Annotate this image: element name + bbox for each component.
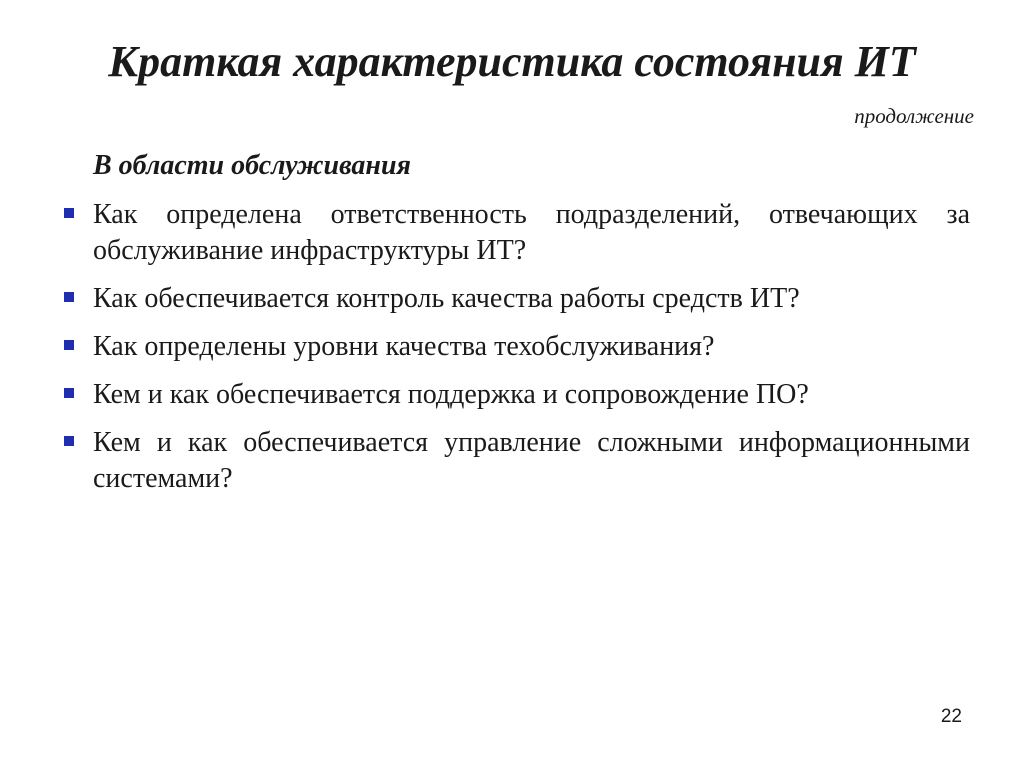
- bullet-item: [60, 281, 970, 317]
- section-heading: В области обслуживания: [93, 150, 411, 181]
- square-bullet-icon: [64, 292, 74, 302]
- square-bullet-icon: [64, 436, 74, 446]
- continuation-label: продолжение: [854, 104, 974, 128]
- bullet-text: Как определена ответственность подразделений, отвечающих за обслуживание инфраструктуры ИТ?: [93, 199, 970, 266]
- bullet-item: [60, 329, 970, 365]
- bullet-list: [60, 197, 970, 509]
- bullet-item: [60, 425, 970, 497]
- square-bullet-icon: [64, 388, 74, 398]
- bullet-item: [60, 377, 970, 413]
- page-number: 22: [940, 706, 962, 727]
- bullet-text: Кем и как обеспечивается поддержка и сопровождение ПО?: [93, 379, 809, 410]
- square-bullet-icon: [64, 208, 74, 218]
- slide-title: Краткая характеристика состояния ИТ: [108, 37, 916, 86]
- bullet-item: [60, 197, 970, 269]
- bullet-text: Кем и как обеспечивается управление сложными информационными системами?: [93, 427, 970, 494]
- bullet-text: Как определены уровни качества техобслуживания?: [93, 331, 715, 362]
- square-bullet-icon: [64, 340, 74, 350]
- bullet-text: Как обеспечивается контроль качества работы средств ИТ?: [93, 283, 800, 314]
